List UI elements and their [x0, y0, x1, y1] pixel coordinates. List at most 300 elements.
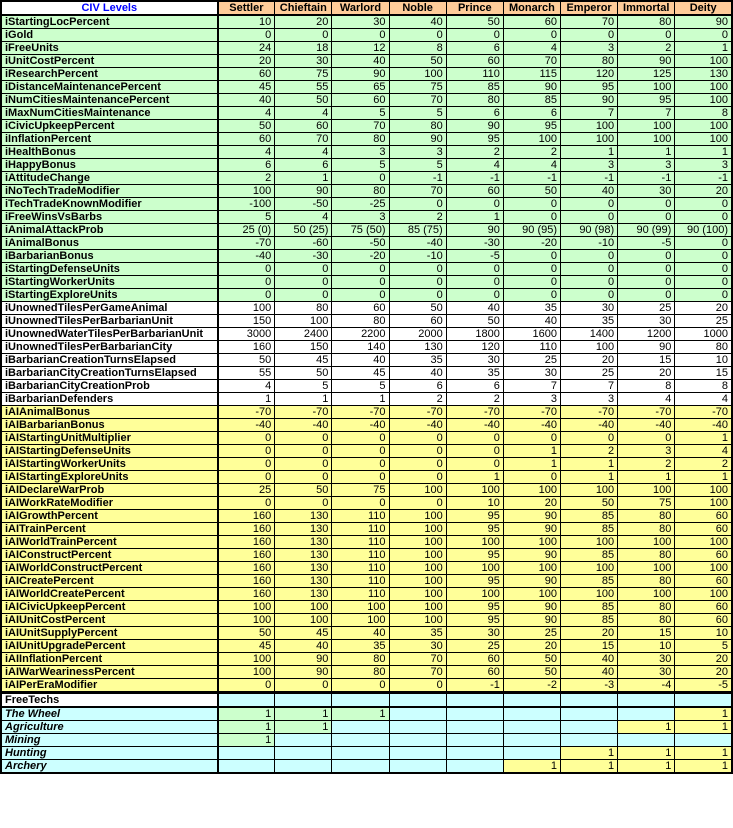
value-cell[interactable]: 2: [561, 445, 618, 458]
row-label[interactable]: iAIStartingExploreUnits: [1, 471, 218, 484]
value-cell[interactable]: 80: [332, 666, 389, 679]
value-cell[interactable]: 4: [275, 107, 332, 120]
value-cell[interactable]: -40: [389, 419, 446, 432]
value-cell[interactable]: 1: [675, 146, 732, 159]
tech-value-cell[interactable]: [332, 734, 389, 747]
value-cell[interactable]: 80: [332, 185, 389, 198]
row-label[interactable]: iGold: [1, 29, 218, 42]
row-label[interactable]: iStartingDefenseUnits: [1, 263, 218, 276]
column-header-noble[interactable]: Noble: [389, 1, 446, 15]
value-cell[interactable]: 90: [275, 185, 332, 198]
column-header-settler[interactable]: Settler: [218, 1, 275, 15]
value-cell[interactable]: 1: [275, 393, 332, 406]
value-cell[interactable]: 60: [675, 510, 732, 523]
value-cell[interactable]: 100: [389, 523, 446, 536]
value-cell[interactable]: 0: [218, 679, 275, 693]
value-cell[interactable]: 85: [561, 523, 618, 536]
value-cell[interactable]: 50: [446, 315, 503, 328]
row-label[interactable]: iResearchPercent: [1, 68, 218, 81]
tech-value-cell[interactable]: 1: [618, 747, 675, 760]
value-cell[interactable]: 0: [218, 29, 275, 42]
column-header-monarch[interactable]: Monarch: [503, 1, 560, 15]
value-cell[interactable]: -1: [675, 172, 732, 185]
value-cell[interactable]: 0: [332, 471, 389, 484]
value-cell[interactable]: 25: [503, 627, 560, 640]
value-cell[interactable]: 2: [218, 172, 275, 185]
value-cell[interactable]: -40: [332, 419, 389, 432]
value-cell[interactable]: 60: [675, 575, 732, 588]
value-cell[interactable]: 20: [675, 653, 732, 666]
value-cell[interactable]: 110: [332, 510, 389, 523]
tech-value-cell[interactable]: [332, 747, 389, 760]
value-cell[interactable]: -70: [561, 406, 618, 419]
value-cell[interactable]: 6: [275, 159, 332, 172]
row-label[interactable]: iAnimalBonus: [1, 237, 218, 250]
value-cell[interactable]: 100: [389, 588, 446, 601]
value-cell[interactable]: 0: [675, 198, 732, 211]
value-cell[interactable]: 3: [675, 159, 732, 172]
value-cell[interactable]: 30: [618, 653, 675, 666]
value-cell[interactable]: 0: [389, 432, 446, 445]
row-label[interactable]: iAIGrowthPercent: [1, 510, 218, 523]
value-cell[interactable]: 50 (25): [275, 224, 332, 237]
value-cell[interactable]: 90: [275, 653, 332, 666]
value-cell[interactable]: 2: [675, 458, 732, 471]
value-cell[interactable]: 160: [218, 549, 275, 562]
value-cell[interactable]: 80: [675, 341, 732, 354]
value-cell[interactable]: 15: [675, 367, 732, 380]
value-cell[interactable]: 60: [218, 68, 275, 81]
value-cell[interactable]: 0: [446, 29, 503, 42]
value-cell[interactable]: 100: [561, 133, 618, 146]
value-cell[interactable]: 120: [561, 68, 618, 81]
value-cell[interactable]: 20: [503, 640, 560, 653]
value-cell[interactable]: 0: [275, 289, 332, 302]
value-cell[interactable]: 0: [618, 250, 675, 263]
value-cell[interactable]: 90: [275, 666, 332, 679]
value-cell[interactable]: 100: [561, 484, 618, 497]
value-cell[interactable]: 0: [446, 276, 503, 289]
value-cell[interactable]: 90: [618, 341, 675, 354]
value-cell[interactable]: 125: [618, 68, 675, 81]
value-cell[interactable]: 75: [389, 81, 446, 94]
value-cell[interactable]: 0: [275, 679, 332, 693]
value-cell[interactable]: 50: [503, 185, 560, 198]
value-cell[interactable]: 50: [218, 627, 275, 640]
value-cell[interactable]: -50: [275, 198, 332, 211]
value-cell[interactable]: 50: [275, 94, 332, 107]
value-cell[interactable]: 90: [503, 614, 560, 627]
tech-value-cell[interactable]: [503, 747, 560, 760]
value-cell[interactable]: 30: [618, 185, 675, 198]
value-cell[interactable]: 4: [275, 146, 332, 159]
value-cell[interactable]: 60: [675, 601, 732, 614]
value-cell[interactable]: 70: [389, 666, 446, 679]
value-cell[interactable]: 100: [389, 536, 446, 549]
value-cell[interactable]: -30: [446, 237, 503, 250]
row-label[interactable]: iDistanceMaintenancePercent: [1, 81, 218, 94]
tech-value-cell[interactable]: [275, 747, 332, 760]
row-label[interactable]: iUnownedTilesPerBarbarianCity: [1, 341, 218, 354]
value-cell[interactable]: 85: [503, 94, 560, 107]
value-cell[interactable]: 1: [503, 458, 560, 471]
value-cell[interactable]: 3: [618, 159, 675, 172]
value-cell[interactable]: 1: [561, 146, 618, 159]
tech-value-cell[interactable]: 1: [675, 747, 732, 760]
value-cell[interactable]: 0: [675, 263, 732, 276]
value-cell[interactable]: 80: [446, 94, 503, 107]
value-cell[interactable]: 4: [218, 107, 275, 120]
value-cell[interactable]: 80: [618, 614, 675, 627]
value-cell[interactable]: 100: [389, 614, 446, 627]
value-cell[interactable]: -70: [332, 406, 389, 419]
freetechs-empty-cell[interactable]: [446, 693, 503, 708]
value-cell[interactable]: 20: [503, 497, 560, 510]
value-cell[interactable]: 50: [275, 367, 332, 380]
value-cell[interactable]: 100: [675, 536, 732, 549]
value-cell[interactable]: 30: [618, 666, 675, 679]
value-cell[interactable]: 100: [389, 549, 446, 562]
value-cell[interactable]: 0: [389, 458, 446, 471]
tech-value-cell[interactable]: 1: [503, 760, 560, 774]
value-cell[interactable]: 100: [275, 315, 332, 328]
value-cell[interactable]: 90: [389, 133, 446, 146]
value-cell[interactable]: 95: [446, 133, 503, 146]
value-cell[interactable]: 40: [446, 302, 503, 315]
value-cell[interactable]: -1: [446, 172, 503, 185]
value-cell[interactable]: 60: [675, 523, 732, 536]
value-cell[interactable]: 95: [446, 575, 503, 588]
value-cell[interactable]: 95: [618, 94, 675, 107]
value-cell[interactable]: -40: [446, 419, 503, 432]
row-label[interactable]: iAIPerEraModifier: [1, 679, 218, 693]
value-cell[interactable]: 100: [389, 510, 446, 523]
value-cell[interactable]: 0: [275, 458, 332, 471]
row-label[interactable]: iHappyBonus: [1, 159, 218, 172]
value-cell[interactable]: 100: [275, 601, 332, 614]
value-cell[interactable]: 85: [561, 601, 618, 614]
value-cell[interactable]: 40: [561, 653, 618, 666]
value-cell[interactable]: 0: [561, 211, 618, 224]
value-cell[interactable]: 6: [503, 107, 560, 120]
value-cell[interactable]: 80: [332, 133, 389, 146]
value-cell[interactable]: 0: [675, 29, 732, 42]
value-cell[interactable]: 5: [332, 159, 389, 172]
value-cell[interactable]: 110: [446, 68, 503, 81]
value-cell[interactable]: 90: [503, 601, 560, 614]
value-cell[interactable]: 2: [618, 42, 675, 55]
value-cell[interactable]: 6: [218, 159, 275, 172]
value-cell[interactable]: 15: [561, 640, 618, 653]
value-cell[interactable]: 0: [675, 276, 732, 289]
value-cell[interactable]: 4: [275, 211, 332, 224]
value-cell[interactable]: -40: [389, 237, 446, 250]
value-cell[interactable]: 0: [618, 289, 675, 302]
row-label[interactable]: iFreeWinsVsBarbs: [1, 211, 218, 224]
value-cell[interactable]: 90: [675, 15, 732, 29]
value-cell[interactable]: 1400: [561, 328, 618, 341]
value-cell[interactable]: 0: [275, 29, 332, 42]
value-cell[interactable]: 130: [275, 588, 332, 601]
value-cell[interactable]: 1: [275, 172, 332, 185]
value-cell[interactable]: 35: [389, 627, 446, 640]
value-cell[interactable]: 100: [618, 562, 675, 575]
value-cell[interactable]: -40: [561, 419, 618, 432]
value-cell[interactable]: 75: [275, 68, 332, 81]
value-cell[interactable]: 12: [332, 42, 389, 55]
value-cell[interactable]: 150: [275, 341, 332, 354]
value-cell[interactable]: 7: [561, 107, 618, 120]
value-cell[interactable]: 0: [389, 289, 446, 302]
value-cell[interactable]: 0: [446, 432, 503, 445]
value-cell[interactable]: 24: [218, 42, 275, 55]
value-cell[interactable]: 0: [446, 289, 503, 302]
row-label[interactable]: iAIStartingUnitMultiplier: [1, 432, 218, 445]
value-cell[interactable]: 0: [503, 471, 560, 484]
row-label[interactable]: iInflationPercent: [1, 133, 218, 146]
value-cell[interactable]: 70: [561, 15, 618, 29]
row-label[interactable]: iAIWorkRateModifier: [1, 497, 218, 510]
value-cell[interactable]: 100: [218, 601, 275, 614]
value-cell[interactable]: 160: [218, 536, 275, 549]
value-cell[interactable]: 160: [218, 341, 275, 354]
value-cell[interactable]: 0: [446, 263, 503, 276]
value-cell[interactable]: 40: [332, 354, 389, 367]
row-label[interactable]: iTechTradeKnownModifier: [1, 198, 218, 211]
value-cell[interactable]: 0: [503, 263, 560, 276]
value-cell[interactable]: 80: [618, 549, 675, 562]
value-cell[interactable]: 0: [561, 198, 618, 211]
value-cell[interactable]: 95: [446, 549, 503, 562]
tech-value-cell[interactable]: 1: [275, 707, 332, 721]
row-label[interactable]: iUnownedWaterTilesPerBarbarianUnit: [1, 328, 218, 341]
value-cell[interactable]: 0: [503, 211, 560, 224]
value-cell[interactable]: 0: [389, 497, 446, 510]
value-cell[interactable]: 85: [561, 510, 618, 523]
value-cell[interactable]: 2400: [275, 328, 332, 341]
value-cell[interactable]: 1: [446, 471, 503, 484]
value-cell[interactable]: 100: [503, 536, 560, 549]
value-cell[interactable]: 130: [275, 523, 332, 536]
value-cell[interactable]: -70: [218, 406, 275, 419]
value-cell[interactable]: 0: [332, 29, 389, 42]
value-cell[interactable]: 100: [389, 484, 446, 497]
value-cell[interactable]: 80: [332, 315, 389, 328]
value-cell[interactable]: 0: [618, 432, 675, 445]
freetechs-empty-cell[interactable]: [503, 693, 560, 708]
value-cell[interactable]: 7: [618, 107, 675, 120]
value-cell[interactable]: -10: [561, 237, 618, 250]
value-cell[interactable]: 30: [389, 640, 446, 653]
row-label[interactable]: iAIWorldConstructPercent: [1, 562, 218, 575]
value-cell[interactable]: 95: [446, 601, 503, 614]
row-label[interactable]: iAIWorldTrainPercent: [1, 536, 218, 549]
value-cell[interactable]: 8: [618, 380, 675, 393]
value-cell[interactable]: 10: [675, 354, 732, 367]
row-label[interactable]: iAICivicUpkeepPercent: [1, 601, 218, 614]
value-cell[interactable]: 110: [332, 562, 389, 575]
value-cell[interactable]: 1: [561, 458, 618, 471]
value-cell[interactable]: 110: [332, 523, 389, 536]
value-cell[interactable]: -1: [446, 679, 503, 693]
row-label[interactable]: iAITrainPercent: [1, 523, 218, 536]
value-cell[interactable]: 100: [561, 588, 618, 601]
value-cell[interactable]: 100: [561, 341, 618, 354]
value-cell[interactable]: 3: [332, 146, 389, 159]
value-cell[interactable]: 40: [218, 94, 275, 107]
value-cell[interactable]: 0: [561, 276, 618, 289]
value-cell[interactable]: 8: [675, 107, 732, 120]
value-cell[interactable]: 100: [332, 601, 389, 614]
row-label[interactable]: iAIStartingWorkerUnits: [1, 458, 218, 471]
value-cell[interactable]: 0: [618, 211, 675, 224]
value-cell[interactable]: 45: [218, 640, 275, 653]
value-cell[interactable]: 0: [275, 497, 332, 510]
value-cell[interactable]: -70: [618, 406, 675, 419]
value-cell[interactable]: 4: [218, 146, 275, 159]
value-cell[interactable]: -1: [618, 172, 675, 185]
value-cell[interactable]: 0: [332, 458, 389, 471]
value-cell[interactable]: 80: [332, 653, 389, 666]
value-cell[interactable]: 100: [389, 68, 446, 81]
value-cell[interactable]: 35: [503, 302, 560, 315]
value-cell[interactable]: 0: [618, 29, 675, 42]
value-cell[interactable]: 0: [503, 432, 560, 445]
value-cell[interactable]: 0: [503, 250, 560, 263]
value-cell[interactable]: 100: [618, 484, 675, 497]
column-header-deity[interactable]: Deity: [675, 1, 732, 15]
value-cell[interactable]: 100: [618, 81, 675, 94]
value-cell[interactable]: -4: [618, 679, 675, 693]
value-cell[interactable]: 0: [332, 445, 389, 458]
value-cell[interactable]: 0: [675, 250, 732, 263]
value-cell[interactable]: 30: [561, 302, 618, 315]
row-label[interactable]: iAttitudeChange: [1, 172, 218, 185]
value-cell[interactable]: 5: [675, 640, 732, 653]
value-cell[interactable]: -1: [503, 172, 560, 185]
value-cell[interactable]: 90: [332, 68, 389, 81]
value-cell[interactable]: 0: [218, 289, 275, 302]
value-cell[interactable]: 130: [389, 341, 446, 354]
value-cell[interactable]: 100: [218, 653, 275, 666]
value-cell[interactable]: 40: [389, 367, 446, 380]
value-cell[interactable]: 2: [446, 393, 503, 406]
value-cell[interactable]: -1: [389, 172, 446, 185]
value-cell[interactable]: 30: [446, 627, 503, 640]
row-label[interactable]: iNoTechTradeModifier: [1, 185, 218, 198]
value-cell[interactable]: 0: [389, 198, 446, 211]
value-cell[interactable]: -70: [275, 406, 332, 419]
value-cell[interactable]: 100: [446, 536, 503, 549]
value-cell[interactable]: 95: [561, 81, 618, 94]
tech-value-cell[interactable]: 1: [332, 707, 389, 721]
value-cell[interactable]: 85 (75): [389, 224, 446, 237]
value-cell[interactable]: 1: [561, 471, 618, 484]
value-cell[interactable]: 80: [618, 510, 675, 523]
value-cell[interactable]: 0: [218, 458, 275, 471]
value-cell[interactable]: 25: [503, 354, 560, 367]
freetechs-empty-cell[interactable]: [561, 693, 618, 708]
value-cell[interactable]: 6: [389, 380, 446, 393]
value-cell[interactable]: -70: [503, 406, 560, 419]
value-cell[interactable]: 2000: [389, 328, 446, 341]
value-cell[interactable]: 160: [218, 523, 275, 536]
value-cell[interactable]: 90: [561, 94, 618, 107]
value-cell[interactable]: 4: [503, 42, 560, 55]
row-label[interactable]: iHealthBonus: [1, 146, 218, 159]
value-cell[interactable]: 0: [332, 276, 389, 289]
value-cell[interactable]: 95: [446, 510, 503, 523]
value-cell[interactable]: 0: [675, 211, 732, 224]
value-cell[interactable]: 100: [218, 185, 275, 198]
value-cell[interactable]: 90: [446, 120, 503, 133]
value-cell[interactable]: 5: [389, 107, 446, 120]
row-label[interactable]: iBarbarianBonus: [1, 250, 218, 263]
value-cell[interactable]: 0: [389, 263, 446, 276]
value-cell[interactable]: 0: [446, 445, 503, 458]
value-cell[interactable]: 0: [332, 289, 389, 302]
value-cell[interactable]: 2: [446, 146, 503, 159]
tech-value-cell[interactable]: 1: [218, 721, 275, 734]
value-cell[interactable]: 0: [218, 263, 275, 276]
value-cell[interactable]: 100: [389, 601, 446, 614]
row-label[interactable]: iBarbarianCityCreationProb: [1, 380, 218, 393]
value-cell[interactable]: 35: [446, 367, 503, 380]
value-cell[interactable]: 60: [332, 94, 389, 107]
tech-value-cell[interactable]: [218, 747, 275, 760]
tech-value-cell[interactable]: 1: [218, 707, 275, 721]
value-cell[interactable]: 130: [275, 549, 332, 562]
tech-value-cell[interactable]: [561, 707, 618, 721]
value-cell[interactable]: 5: [332, 380, 389, 393]
value-cell[interactable]: 75: [618, 497, 675, 510]
value-cell[interactable]: -40: [218, 419, 275, 432]
row-label[interactable]: iAICreatePercent: [1, 575, 218, 588]
value-cell[interactable]: 0: [275, 263, 332, 276]
value-cell[interactable]: 80: [618, 601, 675, 614]
value-cell[interactable]: 0: [218, 276, 275, 289]
value-cell[interactable]: 50: [389, 55, 446, 68]
value-cell[interactable]: 1: [618, 146, 675, 159]
value-cell[interactable]: 80: [561, 55, 618, 68]
value-cell[interactable]: 70: [503, 55, 560, 68]
value-cell[interactable]: 10: [675, 627, 732, 640]
value-cell[interactable]: 30: [275, 55, 332, 68]
value-cell[interactable]: 0: [503, 29, 560, 42]
value-cell[interactable]: 20: [561, 354, 618, 367]
value-cell[interactable]: 4: [675, 445, 732, 458]
row-label[interactable]: iStartingLocPercent: [1, 15, 218, 29]
value-cell[interactable]: 90: [503, 549, 560, 562]
value-cell[interactable]: 40: [332, 627, 389, 640]
value-cell[interactable]: -3: [561, 679, 618, 693]
value-cell[interactable]: 0: [618, 198, 675, 211]
value-cell[interactable]: 30: [618, 315, 675, 328]
value-cell[interactable]: 0: [332, 679, 389, 693]
value-cell[interactable]: 55: [275, 81, 332, 94]
value-cell[interactable]: 100: [675, 81, 732, 94]
value-cell[interactable]: 0: [275, 276, 332, 289]
freetechs-empty-cell[interactable]: [218, 693, 275, 708]
value-cell[interactable]: 0: [561, 432, 618, 445]
value-cell[interactable]: 90: [503, 510, 560, 523]
value-cell[interactable]: -40: [275, 419, 332, 432]
value-cell[interactable]: 100: [446, 562, 503, 575]
value-cell[interactable]: 4: [618, 393, 675, 406]
value-cell[interactable]: 95: [503, 120, 560, 133]
value-cell[interactable]: 25: [218, 484, 275, 497]
value-cell[interactable]: -70: [446, 406, 503, 419]
